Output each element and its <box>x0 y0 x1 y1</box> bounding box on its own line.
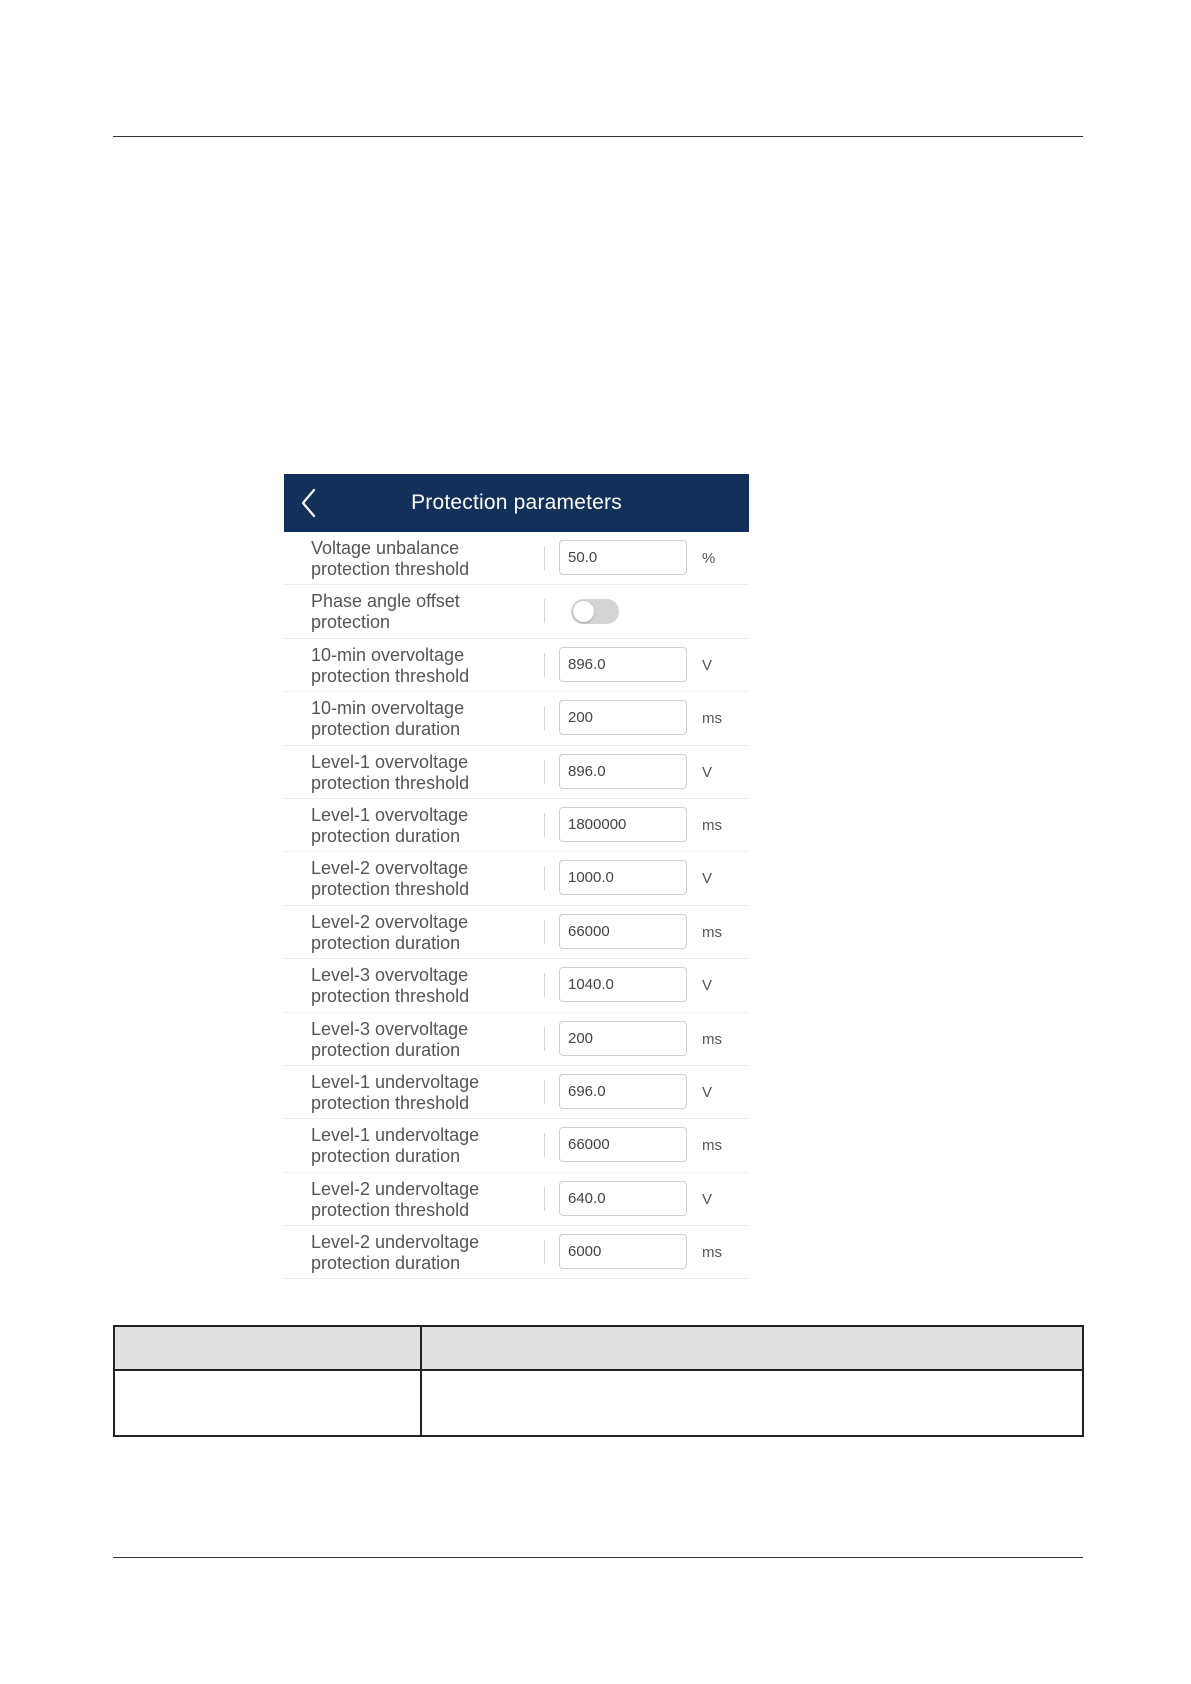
unit-label: ms <box>702 710 722 728</box>
param-row-l1-uv-threshold <box>284 1066 749 1119</box>
param-row-l1-ov-threshold <box>284 746 749 799</box>
row-divider <box>544 1080 545 1104</box>
param-label: 10-min overvoltage protection duration <box>311 698 465 740</box>
param-label: Level-1 undervoltage protection threshold <box>311 1071 480 1113</box>
param-row-l1-uv-duration <box>284 1119 749 1172</box>
10min-ov-threshold-input[interactable] <box>559 647 687 682</box>
param-label: Level-2 overvoltage protection threshold <box>311 858 470 900</box>
row-divider <box>544 1133 545 1157</box>
param-label: Level-2 undervoltage protection duration <box>311 1232 480 1274</box>
unit-label: V <box>702 763 713 781</box>
page-footer-rule <box>113 1557 1083 1558</box>
param-row-10min-ov-duration <box>284 692 749 745</box>
param-label: Level-3 overvoltage protection duration <box>311 1018 469 1060</box>
l3-ov-duration-input[interactable] <box>559 1021 687 1056</box>
l2-uv-duration-input[interactable] <box>559 1234 687 1269</box>
param-row-l2-uv-duration <box>284 1226 749 1279</box>
row-divider <box>544 866 545 890</box>
unit-label: V <box>702 656 713 674</box>
param-row-10min-ov-threshold <box>284 639 749 692</box>
row-divider <box>544 1187 545 1211</box>
10min-ov-duration-input[interactable] <box>559 700 687 735</box>
unit-label: ms <box>702 1030 722 1048</box>
phone-screen <box>284 474 749 1274</box>
parameter-list <box>284 532 749 1279</box>
table-header-row <box>114 1326 1083 1370</box>
unit-label: ms <box>702 1137 722 1155</box>
page-title: Protection parameters <box>411 491 622 514</box>
param-row-l3-ov-threshold <box>284 959 749 1012</box>
table-header-cell <box>114 1326 421 1370</box>
param-row-l3-ov-duration <box>284 1013 749 1066</box>
row-divider <box>544 653 545 677</box>
description-table <box>113 1325 1084 1437</box>
row-divider <box>544 760 545 784</box>
param-label: Level-2 undervoltage protection threshold <box>311 1178 480 1220</box>
unit-label: V <box>702 977 713 995</box>
l1-uv-duration-input[interactable] <box>559 1127 687 1162</box>
table-cell <box>421 1370 1083 1436</box>
param-row-voltage-unbalance-threshold <box>284 532 749 585</box>
param-row-l1-ov-duration <box>284 799 749 852</box>
param-row-phase-angle-offset <box>284 585 749 638</box>
unit-label: ms <box>702 1244 722 1262</box>
param-label: Level-1 overvoltage protection duration <box>311 804 469 846</box>
param-row-l2-uv-threshold <box>284 1173 749 1226</box>
l1-uv-threshold-input[interactable] <box>559 1074 687 1109</box>
unit-label: V <box>702 1083 713 1101</box>
table-header-cell <box>421 1326 1083 1370</box>
row-divider <box>544 1240 545 1264</box>
page-header-rule <box>113 136 1083 137</box>
unit-label: V <box>702 1190 713 1208</box>
param-row-l2-ov-threshold <box>284 852 749 905</box>
param-label: 10-min overvoltage protection threshold <box>311 644 470 686</box>
row-divider <box>544 599 545 623</box>
unit-label: ms <box>702 816 722 834</box>
l1-ov-duration-input[interactable] <box>559 807 687 842</box>
toggle-knob <box>573 601 594 622</box>
param-label: Level-1 undervoltage protection duration <box>311 1125 480 1167</box>
unit-label: % <box>702 550 716 567</box>
row-divider <box>544 813 545 837</box>
phase-angle-offset-toggle[interactable] <box>571 599 619 624</box>
row-divider <box>544 1027 545 1051</box>
param-row-l2-ov-duration <box>284 906 749 959</box>
table-cell <box>114 1370 421 1436</box>
unit-label: V <box>702 870 713 888</box>
l2-ov-threshold-input[interactable] <box>559 860 687 895</box>
table-row <box>114 1370 1083 1436</box>
l2-uv-threshold-input[interactable] <box>559 1181 687 1216</box>
row-divider <box>544 920 545 944</box>
unit-label: ms <box>702 923 722 941</box>
param-label: Voltage unbalance protection threshold <box>311 538 470 579</box>
row-divider <box>544 973 545 997</box>
l3-ov-threshold-input[interactable] <box>559 967 687 1002</box>
param-label: Level-3 overvoltage protection threshold <box>311 965 470 1007</box>
param-label: Level-2 overvoltage protection duration <box>311 911 469 953</box>
param-label: Level-1 overvoltage protection threshold <box>311 751 470 793</box>
row-divider <box>544 706 545 730</box>
param-label: Phase angle offset protection <box>311 591 460 633</box>
l2-ov-duration-input[interactable] <box>559 914 687 949</box>
voltage-unbalance-threshold-input[interactable] <box>559 540 687 575</box>
row-divider <box>544 546 545 570</box>
app-bar <box>284 474 749 532</box>
l1-ov-threshold-input[interactable] <box>559 754 687 789</box>
